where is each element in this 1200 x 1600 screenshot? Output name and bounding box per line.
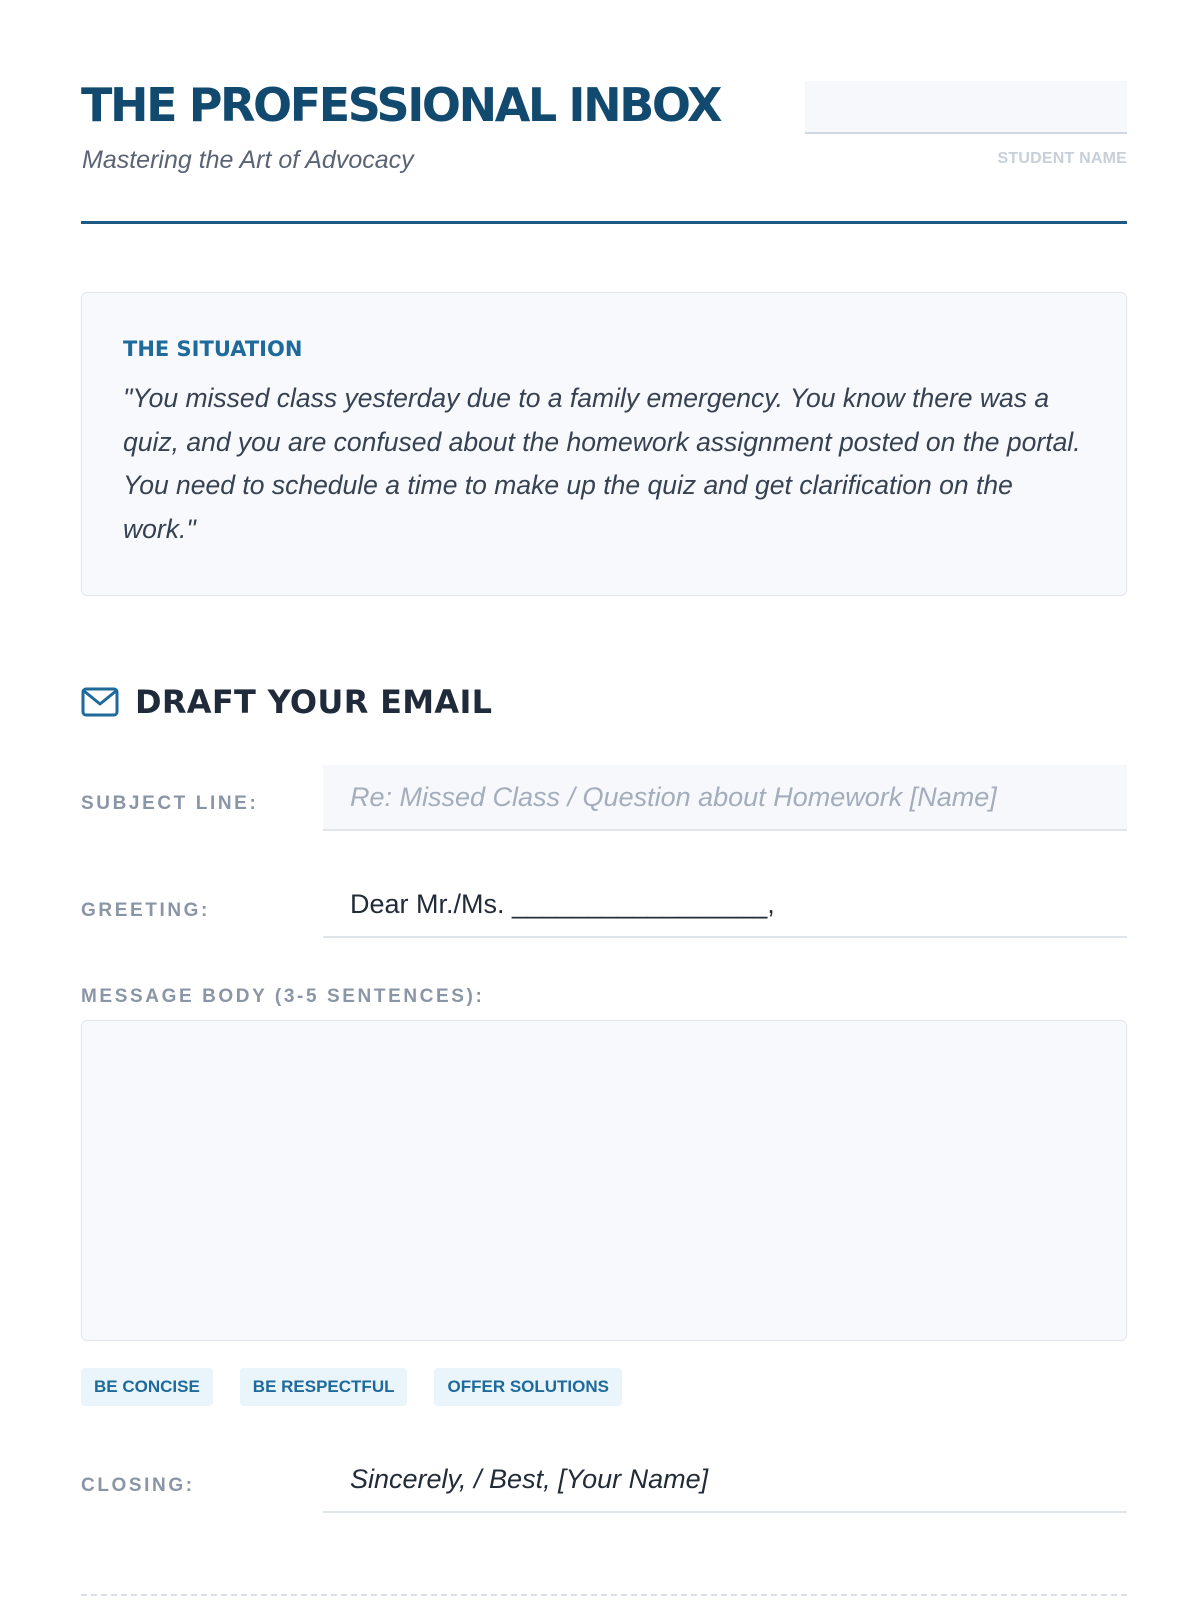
closing-label: CLOSING: xyxy=(81,1475,195,1496)
draft-heading xyxy=(81,682,492,722)
message-body-label: MESSAGE BODY (3-5 SENTENCES): xyxy=(81,986,485,1007)
message-body-textarea[interactable] xyxy=(81,1020,1127,1341)
envelope-icon xyxy=(81,687,119,717)
student-name-label: STUDENT NAME xyxy=(997,150,1127,167)
greeting-label: GREETING: xyxy=(81,900,210,921)
tag-be-concise: BE CONCISE xyxy=(81,1368,213,1406)
tip-tags xyxy=(81,1368,622,1406)
subject-label: SUBJECT LINE: xyxy=(81,793,259,814)
worksheet-page xyxy=(81,0,1127,1600)
header xyxy=(81,0,1127,224)
page-title: THE PROFESSIONAL INBOX xyxy=(81,78,721,132)
page-subtitle: Mastering the Art of Advocacy xyxy=(82,146,414,174)
situation-title: THE SITUATION xyxy=(123,337,303,361)
student-name-input[interactable] xyxy=(805,81,1127,134)
greeting-field[interactable]: Dear Mr./Ms. _________________, xyxy=(323,872,1127,938)
draft-title: DRAFT YOUR EMAIL xyxy=(135,683,493,721)
closing-field[interactable]: Sincerely, / Best, [Your Name] xyxy=(323,1447,1127,1513)
situation-text: "You missed class yesterday due to a family emergency. You know there was a quiz, and you are confused about the homework assignment posted on the portal. You need to schedule a time to make up the quiz and get clarification on the work." xyxy=(123,383,1081,544)
tag-be-respectful: BE RESPECTFUL xyxy=(240,1368,408,1406)
section-divider xyxy=(81,1594,1127,1596)
tag-offer-solutions: OFFER SOLUTIONS xyxy=(434,1368,622,1406)
situation-card xyxy=(81,292,1127,596)
subject-input[interactable]: Re: Missed Class / Question about Homework [Name] xyxy=(323,765,1127,831)
